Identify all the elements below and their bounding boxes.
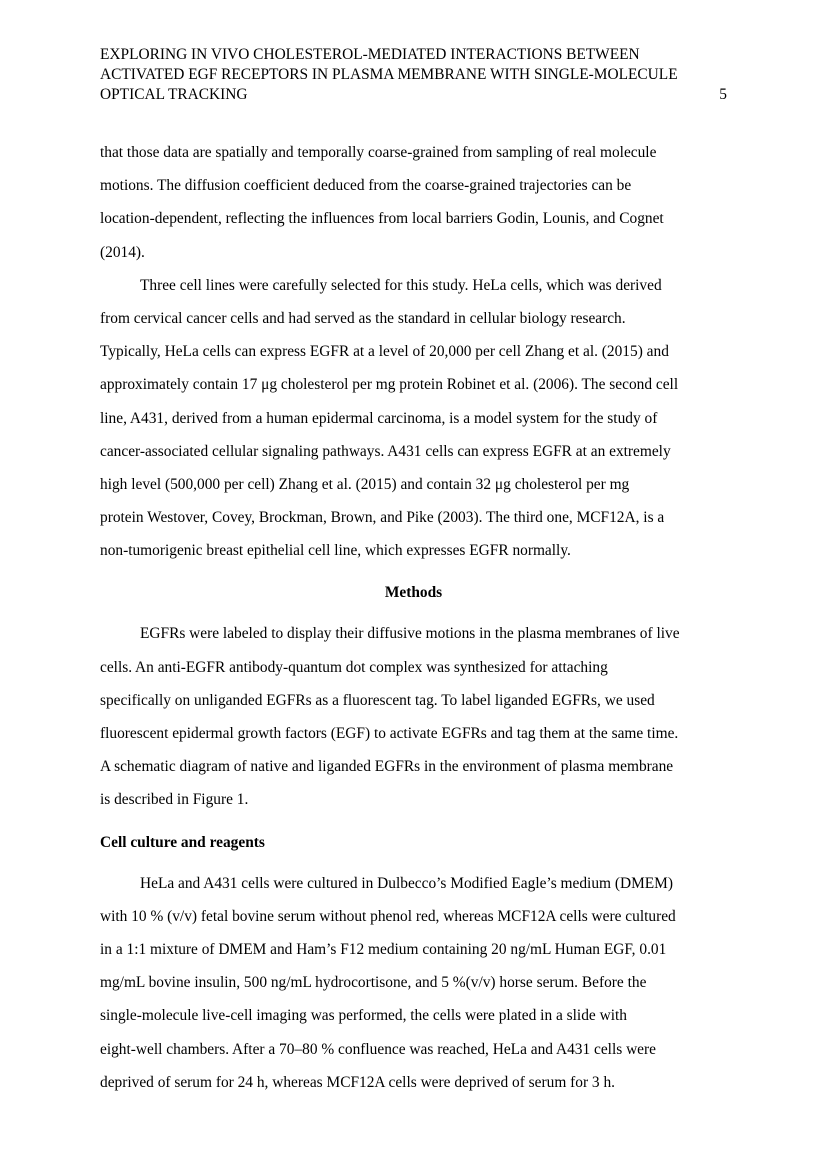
- text-line: from cervical cancer cells and had served as the standard in cellular biology research.: [100, 309, 626, 327]
- text-line: (2014).: [100, 243, 145, 261]
- text-line: specifically on unliganded EGFRs as a fluorescent tag. To label liganded EGFRs, we used: [100, 691, 655, 709]
- paragraph-1: [100, 136, 727, 269]
- header-last-line: [100, 85, 727, 105]
- text-line: fluorescent epidermal growth factors (EGF) to activate EGFRs and tag them at the same time.: [100, 725, 679, 742]
- running-header: [100, 45, 727, 105]
- text-line: in a 1:1 mixture of DMEM and Ham’s F12 medium containing 20 ng/mL Human EGF, 0.01: [100, 940, 667, 958]
- text-line: approximately contain 17 μg cholesterol per mg protein Robinet et al. (2006). The second cell: [100, 376, 679, 394]
- text-line: EGFRs were labeled to display their diffusive motions in the plasma membranes of live: [140, 625, 680, 643]
- section-heading-methods: Methods: [384, 584, 443, 602]
- text-line: HeLa and A431 cells were cultured in Dulbecco’s Modified Eagle’s medium (DMEM): [140, 874, 673, 892]
- text-line: protein Westover, Covey, Brockman, Brown, and Pike (2003). The third one, MCF12A, is a: [100, 509, 665, 527]
- header-title-line-2: ACTIVATED EGF RECEPTORS IN PLASMA MEMBRANE WITH SINGLE-MOLECULE: [100, 66, 678, 83]
- text-line: line, A431, derived from a human epidermal carcinoma, is a model system for the study of: [100, 409, 658, 427]
- text-line: high level (500,000 per cell) Zhang et al. (2015) and contain 32 μg cholesterol per mg: [100, 475, 630, 493]
- body-text: [100, 136, 727, 1099]
- subsection-heading-cell-culture: Cell culture and reagents: [100, 833, 265, 851]
- paragraph-2: [100, 269, 727, 568]
- header-title-line-3: OPTICAL TRACKING: [100, 86, 248, 103]
- text-line: location-dependent, reflecting the influences from local barriers Godin, Lounis, and Cognet: [100, 210, 664, 228]
- text-line: mg/mL bovine insulin, 500 ng/mL hydrocortisone, and 5 %(v/v) horse serum. Before the: [100, 974, 647, 992]
- header-title-line-1: EXPLORING IN VIVO CHOLESTEROL-MEDIATED INTERACTIONS BETWEEN: [100, 46, 640, 63]
- text-line: motions. The diffusion coefficient deduced from the coarse-grained trajectories can be: [100, 177, 632, 195]
- text-line: Three cell lines were carefully selected for this study. HeLa cells, which was derived: [140, 276, 662, 294]
- text-line: that those data are spatially and temporally coarse-grained from sampling of real molecule: [100, 144, 657, 161]
- paragraph-3: [100, 617, 727, 816]
- text-line: Typically, HeLa cells can express EGFR at a level of 20,000 per cell Zhang et al. (2015) and: [100, 343, 669, 361]
- text-line: eight-well chambers. After a 70–80 % confluence was reached, HeLa and A431 cells were: [100, 1040, 656, 1058]
- page-number: 5: [719, 86, 727, 103]
- text-line: is described in Figure 1.: [100, 791, 249, 809]
- text-line: single-molecule live-cell imaging was performed, the cells were plated in a slide with: [100, 1007, 627, 1025]
- text-line: cancer-associated cellular signaling pathways. A431 cells can express EGFR at an extremely: [100, 442, 671, 460]
- text-line: deprived of serum for 24 h, whereas MCF12A cells were deprived of serum for 3 h.: [100, 1073, 616, 1091]
- text-line: A schematic diagram of native and liganded EGFRs in the environment of plasma membrane: [100, 758, 674, 776]
- text-line: cells. An anti-EGFR antibody-quantum dot complex was synthesized for attaching: [100, 658, 608, 676]
- text-line: with 10 % (v/v) fetal bovine serum without phenol red, whereas MCF12A cells were cultured: [100, 907, 676, 925]
- paragraph-4: [100, 867, 727, 1099]
- text-line: non-tumorigenic breast epithelial cell line, which expresses EGFR normally.: [100, 542, 571, 560]
